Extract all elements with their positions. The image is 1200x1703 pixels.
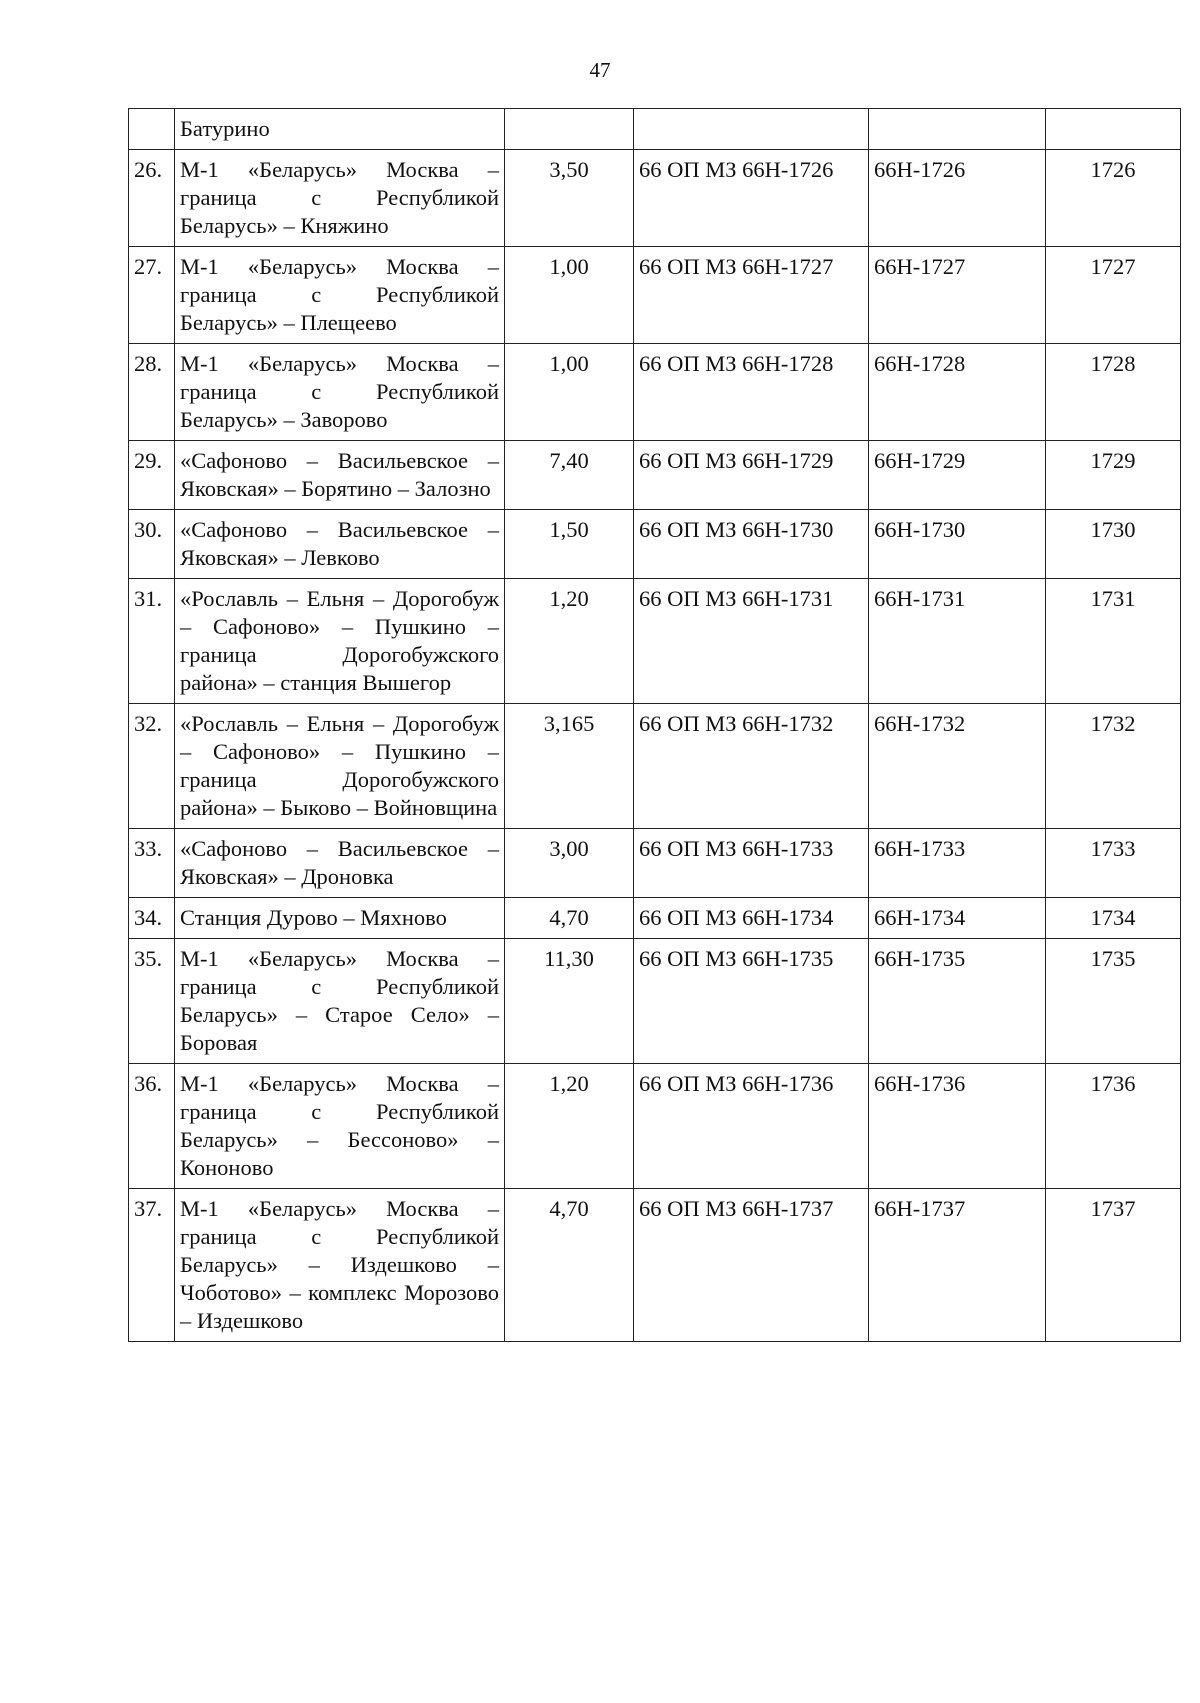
row-number-cell: 31. [129,579,175,704]
road-id-code-cell: 66 ОП МЗ 66Н-1735 [634,939,869,1064]
road-id-code-cell: 66 ОП МЗ 66Н-1733 [634,829,869,898]
road-index-cell: 1731 [1046,579,1181,704]
row-number-cell: 37. [129,1189,175,1342]
row-number-cell: 33. [129,829,175,898]
road-id-code-cell: 66 ОП МЗ 66Н-1729 [634,441,869,510]
roads-table [128,108,1181,1342]
row-number-cell [129,109,175,150]
road-name-cell: М-1 «Беларусь» Москва – граница с Республикой Беларусь» – Плещеево [175,247,505,344]
road-index-cell [1046,109,1181,150]
road-name-cell: «Рославль – Ельня – Дорогобуж – Сафоново» – Пушкино – граница Дорогобужского района» – станция Вышегор [175,579,505,704]
road-index-cell: 1726 [1046,150,1181,247]
road-name-cell: М-1 «Беларусь» Москва – граница с Республикой Беларусь» – Издешково – Чоботово» – комплекс Морозово – Издешково [175,1189,505,1342]
road-index-cell: 1730 [1046,510,1181,579]
road-length-cell: 1,00 [505,247,634,344]
road-index-cell: 1736 [1046,1064,1181,1189]
road-length-cell: 7,40 [505,441,634,510]
road-id-code-cell [634,109,869,150]
road-id-code-cell: 66 ОП МЗ 66Н-1730 [634,510,869,579]
road-registration-cell: 66Н-1729 [869,441,1046,510]
road-index-cell: 1728 [1046,344,1181,441]
road-name-cell: Станция Дурово – Мяхново [175,898,505,939]
table-row-carryover [129,109,1181,150]
road-index-cell: 1727 [1046,247,1181,344]
road-length-cell: 1,00 [505,344,634,441]
road-registration-cell: 66Н-1737 [869,1189,1046,1342]
road-index-cell: 1732 [1046,704,1181,829]
road-registration-cell: 66Н-1736 [869,1064,1046,1189]
road-id-code-cell: 66 ОП МЗ 66Н-1726 [634,150,869,247]
road-index-cell: 1735 [1046,939,1181,1064]
row-number-cell: 35. [129,939,175,1064]
road-length-cell: 1,20 [505,579,634,704]
roads-table-body [129,109,1181,1342]
row-number-cell: 34. [129,898,175,939]
table-row [129,829,1181,898]
row-number-cell: 26. [129,150,175,247]
table-row [129,939,1181,1064]
road-length-cell: 3,165 [505,704,634,829]
table-row [129,579,1181,704]
table-row [129,150,1181,247]
road-registration-cell: 66Н-1733 [869,829,1046,898]
table-row [129,704,1181,829]
road-name-cell: «Сафоново – Васильевское – Яковская» – Борятино – Залозно [175,441,505,510]
road-id-code-cell: 66 ОП МЗ 66Н-1736 [634,1064,869,1189]
table-row [129,344,1181,441]
road-registration-cell: 66Н-1728 [869,344,1046,441]
table-row [129,1064,1181,1189]
road-name-cell: М-1 «Беларусь» Москва – граница с Республикой Беларусь» – Бессоново» – Кононово [175,1064,505,1189]
road-name-cell: «Рославль – Ельня – Дорогобуж – Сафоново» – Пушкино – граница Дорогобужского района» – Быково – Войновщина [175,704,505,829]
road-length-cell: 4,70 [505,1189,634,1342]
row-number-cell: 30. [129,510,175,579]
road-id-code-cell: 66 ОП МЗ 66Н-1728 [634,344,869,441]
road-index-cell: 1729 [1046,441,1181,510]
road-registration-cell: 66Н-1732 [869,704,1046,829]
road-id-code-cell: 66 ОП МЗ 66Н-1734 [634,898,869,939]
row-number-cell: 28. [129,344,175,441]
page-number: 47 [589,58,611,82]
road-registration-cell: 66Н-1735 [869,939,1046,1064]
road-length-cell: 3,00 [505,829,634,898]
road-name-cell: Батурино [175,109,505,150]
road-registration-cell [869,109,1046,150]
row-number-cell: 27. [129,247,175,344]
road-name-cell: «Сафоново – Васильевское – Яковская» – Левково [175,510,505,579]
road-name-cell: М-1 «Беларусь» Москва – граница с Республикой Беларусь» – Заворово [175,344,505,441]
road-name-cell: М-1 «Беларусь» Москва – граница с Республикой Беларусь» – Княжино [175,150,505,247]
road-registration-cell: 66Н-1731 [869,579,1046,704]
road-name-cell: М-1 «Беларусь» Москва – граница с Республикой Беларусь» – Старое Село» – Боровая [175,939,505,1064]
road-id-code-cell: 66 ОП МЗ 66Н-1732 [634,704,869,829]
table-row [129,441,1181,510]
row-number-cell: 36. [129,1064,175,1189]
table-row [129,898,1181,939]
road-index-cell: 1737 [1046,1189,1181,1342]
road-index-cell: 1733 [1046,829,1181,898]
road-length-cell: 1,50 [505,510,634,579]
road-length-cell: 11,30 [505,939,634,1064]
road-name-cell: «Сафоново – Васильевское – Яковская» – Дроновка [175,829,505,898]
road-registration-cell: 66Н-1727 [869,247,1046,344]
table-row [129,510,1181,579]
row-number-cell: 29. [129,441,175,510]
road-registration-cell: 66Н-1734 [869,898,1046,939]
road-id-code-cell: 66 ОП МЗ 66Н-1727 [634,247,869,344]
road-registration-cell: 66Н-1726 [869,150,1046,247]
road-length-cell: 3,50 [505,150,634,247]
road-length-cell: 1,20 [505,1064,634,1189]
table-row [129,247,1181,344]
road-registration-cell: 66Н-1730 [869,510,1046,579]
table-row [129,1189,1181,1342]
road-id-code-cell: 66 ОП МЗ 66Н-1731 [634,579,869,704]
road-length-cell [505,109,634,150]
road-index-cell: 1734 [1046,898,1181,939]
road-length-cell: 4,70 [505,898,634,939]
row-number-cell: 32. [129,704,175,829]
road-id-code-cell: 66 ОП МЗ 66Н-1737 [634,1189,869,1342]
